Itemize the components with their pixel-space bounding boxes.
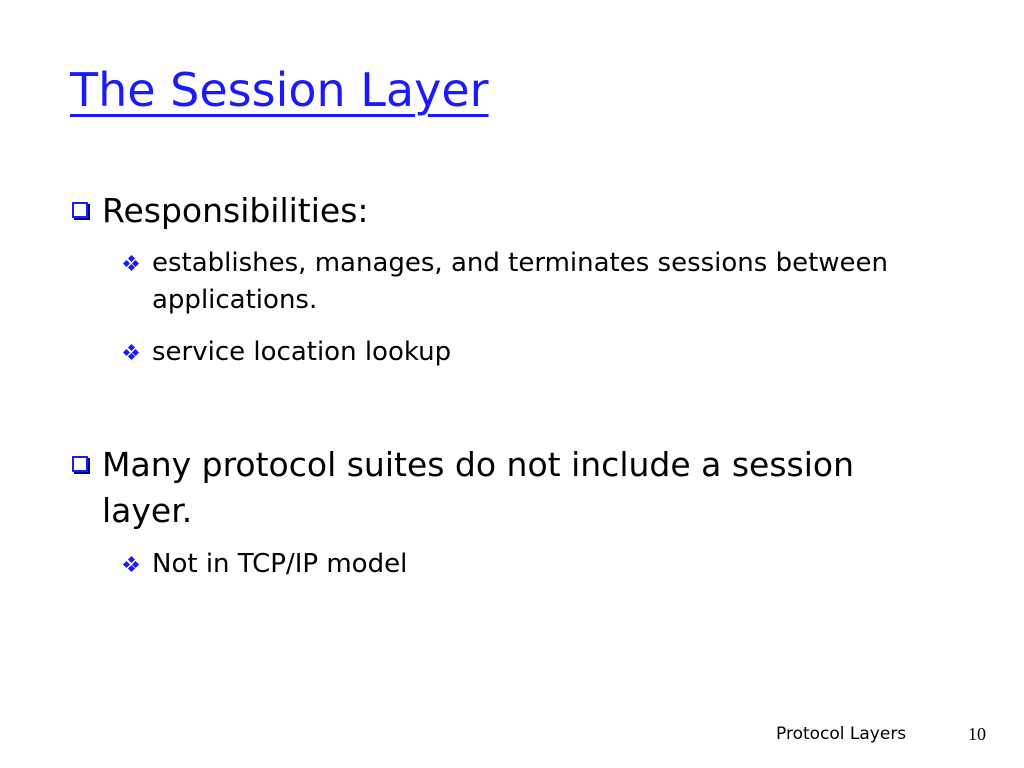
slide-title: The Session Layer: [70, 63, 489, 117]
bullet-item-responsibilities: [72, 188, 912, 234]
sub-bullet-text: service location lookup: [152, 337, 452, 367]
box-bullet-icon: [72, 456, 88, 472]
sub-bullet-text: establishes, manages, and terminates sessions between applications.: [152, 248, 889, 315]
four-diamond-bullet-icon: [124, 345, 138, 359]
bullet-text: Many protocol suites do not include a session layer.: [102, 445, 855, 530]
sub-bullet-item-service-location: [124, 334, 924, 371]
sub-bullet-item-establishes: [124, 245, 924, 319]
sub-bullet-item-not-in-tcpip: [124, 546, 924, 583]
bullet-text: Responsibilities:: [102, 191, 369, 230]
box-bullet-icon: [72, 202, 88, 218]
sub-bullet-text: Not in TCP/IP model: [152, 549, 408, 579]
footer-label: Protocol Layers: [776, 724, 907, 744]
bullet-item-many-protocol-suites: [72, 442, 912, 534]
page-number: 10: [968, 724, 986, 744]
four-diamond-bullet-icon: [124, 557, 138, 571]
four-diamond-bullet-icon: [124, 256, 138, 270]
